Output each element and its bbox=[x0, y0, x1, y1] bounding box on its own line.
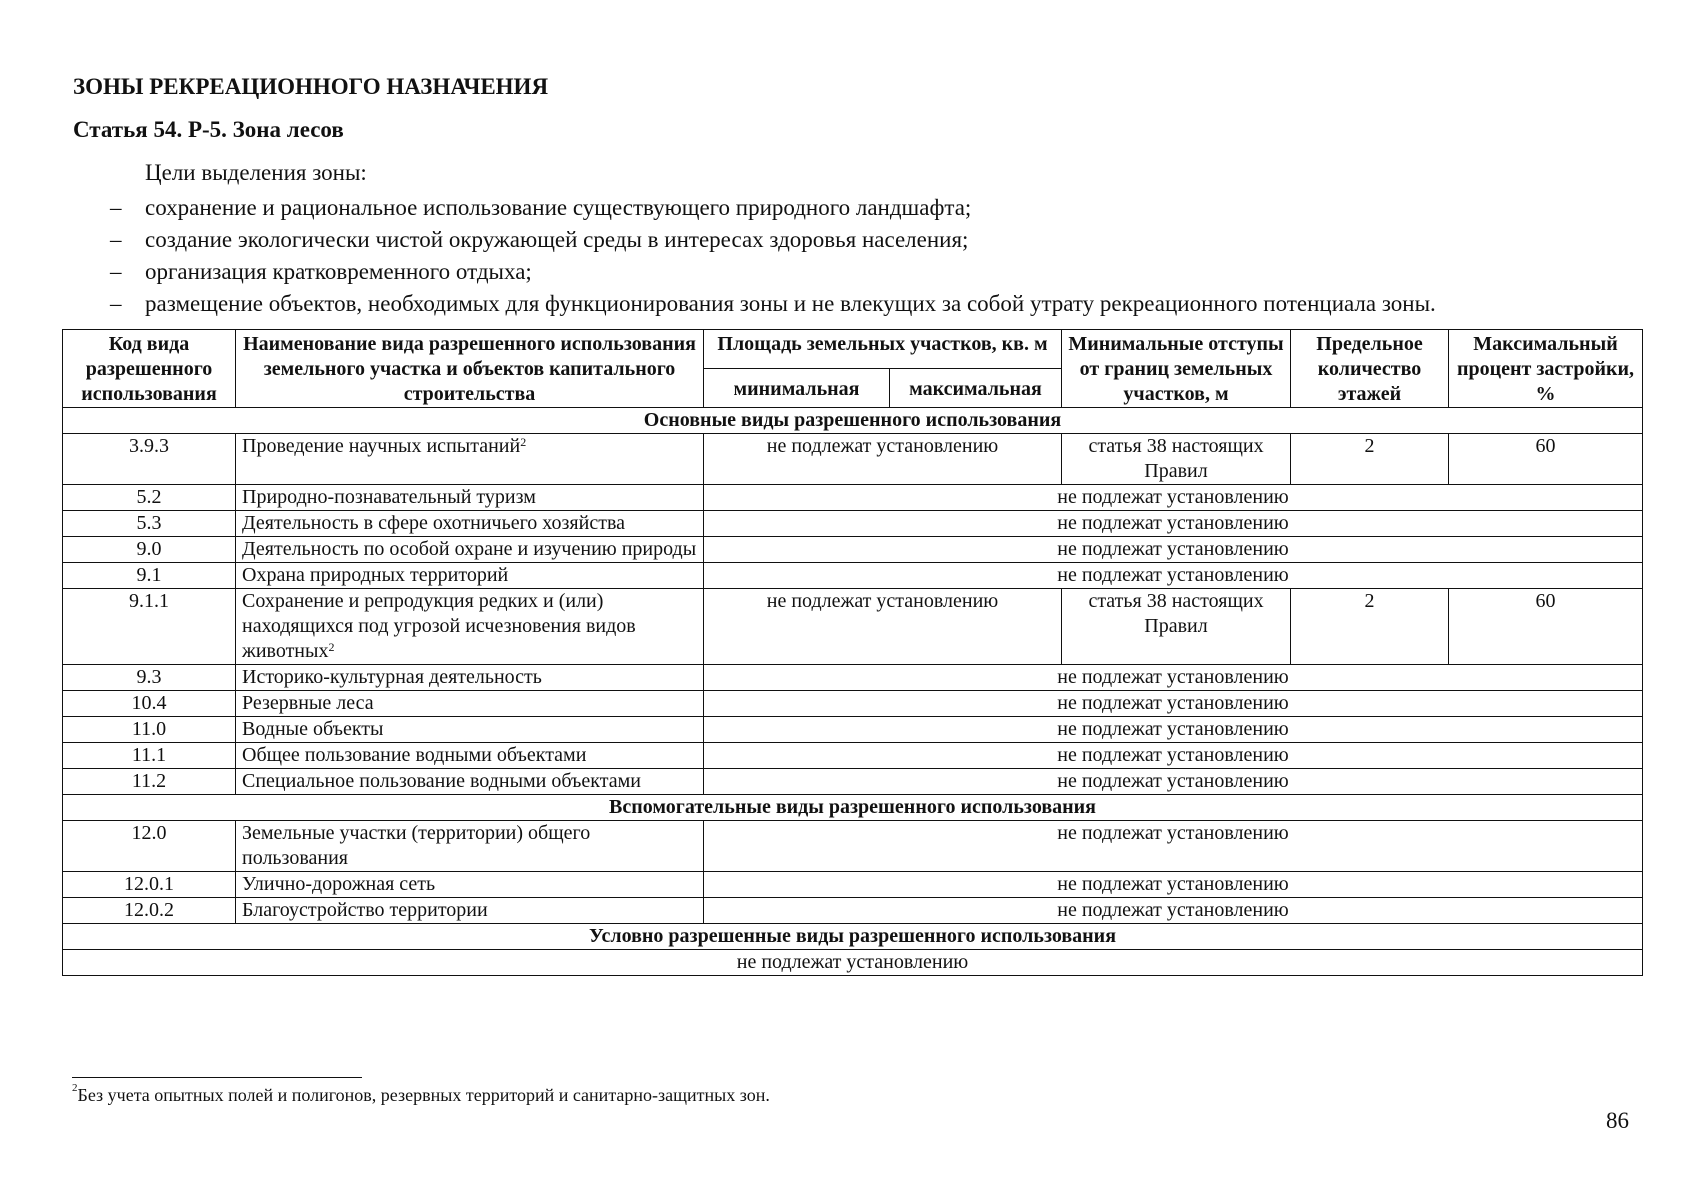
cell-name: Земельные участки (территории) общего пользования bbox=[236, 821, 704, 872]
goal-text: организация кратковременного отдыха; bbox=[145, 259, 532, 284]
bullet-dash: – bbox=[110, 259, 122, 284]
cell-value: не подлежат установлению bbox=[704, 691, 1643, 717]
cell-name: Общее пользование водными объектами bbox=[236, 743, 704, 769]
group-title: Основные виды разрешенного использования bbox=[63, 408, 1643, 434]
section-title: ЗОНЫ РЕКРЕАЦИОННОГО НАЗНАЧЕНИЯ bbox=[73, 74, 549, 99]
cell-code: 12.0 bbox=[63, 821, 236, 872]
cell-value: не подлежат установлению bbox=[704, 717, 1643, 743]
table-row bbox=[63, 872, 1643, 898]
cell-area: не подлежат установлению bbox=[704, 589, 1062, 665]
cell-name: Улично-дорожная сеть bbox=[236, 872, 704, 898]
goal-text: сохранение и рациональное использование существующего природного ландшафта; bbox=[145, 195, 972, 220]
cell-code: 9.0 bbox=[63, 537, 236, 563]
table-row bbox=[63, 485, 1643, 511]
footnote bbox=[72, 1082, 770, 1106]
footnote-ref: 2 bbox=[520, 435, 527, 449]
table-row bbox=[63, 717, 1643, 743]
cell-name bbox=[236, 434, 704, 485]
cell-value: не подлежат установлению bbox=[704, 769, 1643, 795]
cell-name: Историко-культурная деятельность bbox=[236, 665, 704, 691]
header-setback: Минимальные отступы от границ земельных участков, м bbox=[1062, 330, 1291, 408]
table-row bbox=[63, 769, 1643, 795]
cell-value: не подлежат установлению bbox=[704, 665, 1643, 691]
footnote-marker: 2 bbox=[72, 1082, 78, 1094]
cell-code: 12.0.2 bbox=[63, 898, 236, 924]
table-row bbox=[63, 665, 1643, 691]
cell-coverage: 60 bbox=[1449, 434, 1643, 485]
table-row bbox=[63, 434, 1643, 485]
cell-code: 5.3 bbox=[63, 511, 236, 537]
name-text: Проведение научных испытаний bbox=[242, 435, 521, 457]
table-row bbox=[63, 537, 1643, 563]
cell-value: не подлежат установлению bbox=[704, 872, 1643, 898]
cell-value: не подлежат установлению bbox=[704, 537, 1643, 563]
header-area-min: минимальная bbox=[704, 369, 890, 408]
header-name: Наименование вида разрешенного использования земельного участка и объектов капитального строительства bbox=[236, 330, 704, 408]
cell-code: 9.3 bbox=[63, 665, 236, 691]
header-floors: Предельное количество этажей bbox=[1291, 330, 1449, 408]
page-number: 86 bbox=[1606, 1108, 1629, 1133]
cell-value: не подлежат установлению bbox=[704, 898, 1643, 924]
cell-name: Специальное пользование водными объектами bbox=[236, 769, 704, 795]
header-area-max: максимальная bbox=[890, 369, 1062, 408]
bullet-dash: – bbox=[110, 227, 122, 252]
bullet-dash: – bbox=[110, 291, 122, 316]
goal-text: создание экологически чистой окружающей среды в интересах здоровья населения; bbox=[145, 227, 969, 252]
cell-code: 9.1 bbox=[63, 563, 236, 589]
cell-code: 11.2 bbox=[63, 769, 236, 795]
table-row bbox=[63, 743, 1643, 769]
goals-heading: Цели выделения зоны: bbox=[145, 160, 367, 185]
cell-name: Благоустройство территории bbox=[236, 898, 704, 924]
table-row bbox=[63, 563, 1643, 589]
cell-code: 10.4 bbox=[63, 691, 236, 717]
footnote-separator bbox=[72, 1077, 362, 1078]
footnote-ref: 2 bbox=[328, 640, 335, 654]
name-text: Сохранение и репродукция редких и (или) находящихся под угрозой исчезновения видов животных bbox=[242, 590, 636, 662]
goal-item bbox=[110, 256, 1436, 288]
table-row bbox=[63, 950, 1643, 976]
goals-list bbox=[110, 192, 1436, 320]
table-row bbox=[63, 589, 1643, 665]
table-row bbox=[63, 821, 1643, 872]
cell-code: 11.0 bbox=[63, 717, 236, 743]
cell-name: Водные объекты bbox=[236, 717, 704, 743]
goal-item bbox=[110, 224, 1436, 256]
table-header-row bbox=[63, 330, 1643, 369]
cell-setback: статья 38 настоящих Правил bbox=[1062, 589, 1291, 665]
cell-code: 12.0.1 bbox=[63, 872, 236, 898]
cell-name: Деятельность в сфере охотничьего хозяйства bbox=[236, 511, 704, 537]
group-title: Условно разрешенные виды разрешенного использования bbox=[63, 924, 1643, 950]
group-row-conditional bbox=[63, 924, 1643, 950]
cell-coverage: 60 bbox=[1449, 589, 1643, 665]
article-title: Статья 54. Р-5. Зона лесов bbox=[73, 117, 344, 142]
table-row bbox=[63, 898, 1643, 924]
cell-floors: 2 bbox=[1291, 434, 1449, 485]
cell-value: не подлежат установлению bbox=[704, 743, 1643, 769]
cell-name: Природно-познавательный туризм bbox=[236, 485, 704, 511]
bullet-dash: – bbox=[110, 195, 122, 220]
header-code: Код вида разрешенного использования bbox=[63, 330, 236, 408]
footnote-text: Без учета опытных полей и полигонов, резервных территорий и санитарно-защитных зон. bbox=[77, 1085, 770, 1105]
cell-floors: 2 bbox=[1291, 589, 1449, 665]
group-title: Вспомогательные виды разрешенного использования bbox=[63, 795, 1643, 821]
goal-text: размещение объектов, необходимых для функционирования зоны и не влекущих за собой утрату рекреационного потенциала зоны. bbox=[145, 291, 1436, 316]
cell-name: Деятельность по особой охране и изучению природы bbox=[236, 537, 704, 563]
goal-item bbox=[110, 288, 1436, 320]
cell-setback: статья 38 настоящих Правил bbox=[1062, 434, 1291, 485]
table-row bbox=[63, 511, 1643, 537]
zones-table bbox=[62, 329, 1643, 976]
cell-value: не подлежат установлению bbox=[704, 821, 1643, 872]
cell-name bbox=[236, 589, 704, 665]
cell-value: не подлежат установлению bbox=[704, 511, 1643, 537]
cell-area: не подлежат установлению bbox=[704, 434, 1062, 485]
cell-code: 11.1 bbox=[63, 743, 236, 769]
cell-value: не подлежат установлению bbox=[704, 563, 1643, 589]
cell-code: 5.2 bbox=[63, 485, 236, 511]
cell-code: 9.1.1 bbox=[63, 589, 236, 665]
group-row-aux bbox=[63, 795, 1643, 821]
cell-name: Охрана природных территорий bbox=[236, 563, 704, 589]
cell-code: 3.9.3 bbox=[63, 434, 236, 485]
header-area: Площадь земельных участков, кв. м bbox=[704, 330, 1062, 369]
header-coverage: Максимальный процент застройки, % bbox=[1449, 330, 1643, 408]
cell-value: не подлежат установлению bbox=[63, 950, 1643, 976]
table-row bbox=[63, 691, 1643, 717]
goal-item bbox=[110, 192, 1436, 224]
cell-name: Резервные леса bbox=[236, 691, 704, 717]
cell-value: не подлежат установлению bbox=[704, 485, 1643, 511]
group-row-main bbox=[63, 408, 1643, 434]
